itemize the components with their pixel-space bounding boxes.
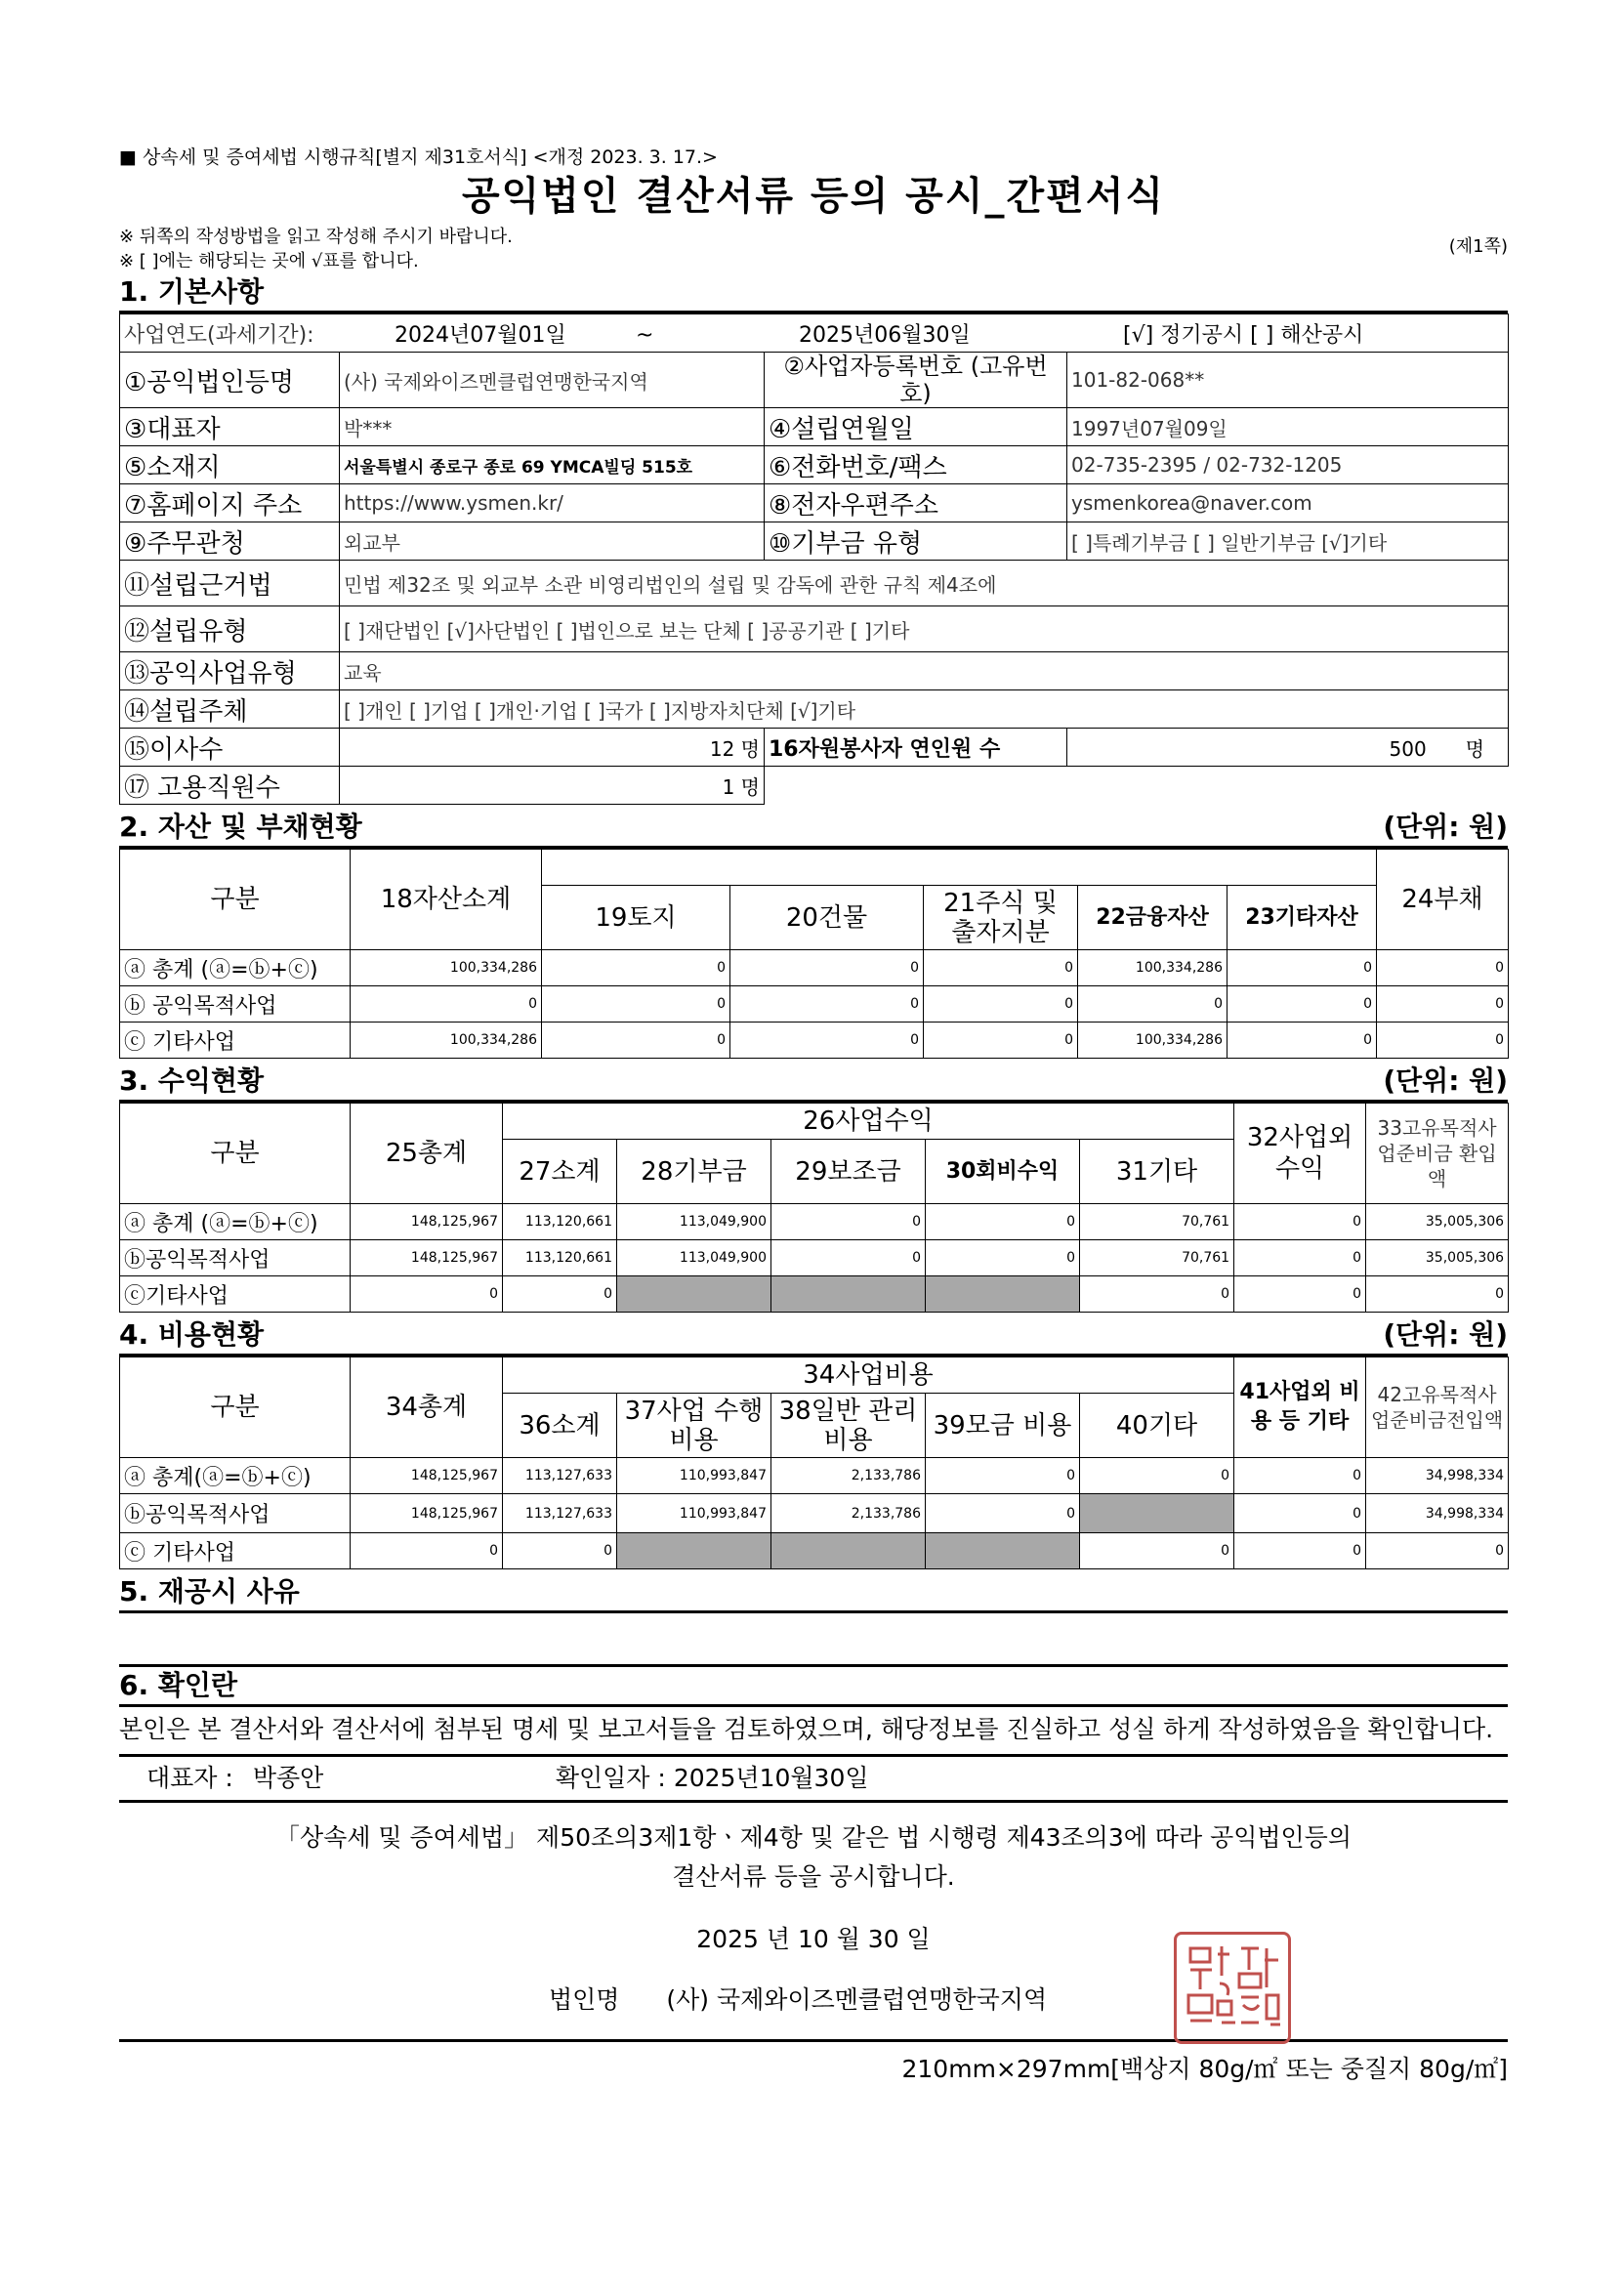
table-cell: 0 xyxy=(1080,1458,1234,1494)
assets-table xyxy=(119,849,1509,1059)
table-cell: 70,761 xyxy=(1080,1204,1234,1240)
field-label: ⑫설립유형 xyxy=(120,606,340,652)
table-cell: 148,125,967 xyxy=(351,1458,503,1494)
header-cell: 39모금 비용 xyxy=(926,1394,1080,1458)
section-title-text: 4. 비용현황 xyxy=(119,1318,265,1351)
table-cell: 0 xyxy=(1080,1533,1234,1569)
field-value: 1997년07월09일 xyxy=(1067,408,1509,446)
table-cell: 148,125,967 xyxy=(351,1494,503,1533)
row-label: ⓒ기타사업 xyxy=(120,1276,351,1313)
header-cell: 23기타자산 xyxy=(1228,886,1377,950)
header-cell: 19토지 xyxy=(542,886,730,950)
header-cell: 22금융자산 xyxy=(1078,886,1228,950)
field-value: 민법 제32조 및 외교부 소관 비영리법인의 설립 및 감독에 관한 규칙 제4조에 xyxy=(340,561,1509,606)
row-label: ⓐ 총계(ⓐ=ⓑ+ⓒ) xyxy=(120,1458,351,1494)
table-row xyxy=(120,1204,1509,1240)
corp-line xyxy=(119,1981,1508,2016)
table-cell: 0 xyxy=(1234,1533,1366,1569)
table-row xyxy=(120,1276,1509,1313)
section-2-title xyxy=(119,809,1508,849)
table-cell: 2,133,786 xyxy=(771,1494,926,1533)
table-row xyxy=(120,986,1509,1023)
table-cell-blocked xyxy=(617,1276,771,1313)
field-value: 101-82-068** xyxy=(1067,353,1509,408)
section-5-title xyxy=(119,1573,1508,1610)
table-cell: 35,005,306 xyxy=(1366,1240,1509,1276)
table-cell: 0 xyxy=(1234,1276,1366,1313)
paper-spec: 210mm×297mm[백상지 80g/㎡ 또는 중질지 80g/㎡] xyxy=(119,2039,1508,2085)
field-label: ⑨주무관청 xyxy=(120,522,340,561)
field-label: ⑰ 고용직원수 xyxy=(120,767,340,805)
law-text-line: 결산서류 등을 공시합니다. xyxy=(672,1862,955,1891)
header-cell: 구분 xyxy=(120,850,351,950)
header-cell: 29보조금 xyxy=(771,1140,926,1204)
table-row xyxy=(120,1023,1509,1059)
info-row xyxy=(120,561,1509,606)
field-value: [ ]특례기부금 [ ] 일반기부금 [√]기타 xyxy=(1067,522,1509,561)
confirmation-text: 본인은 본 결산서와 결산서에 첨부된 명세 및 보고서들을 검토하였으며, 해당정보를 진실하고 성실 하게 작성하였음을 확인합니다. xyxy=(119,1715,1494,1743)
header-cell: 34사업비용 xyxy=(503,1357,1234,1394)
table-cell: 113,120,661 xyxy=(503,1204,617,1240)
field-label: ④설립연월일 xyxy=(765,408,1067,446)
corp-name: (사) 국제와이즈멘클럽연맹한국지역 xyxy=(666,1985,1048,2014)
table-cell: 113,049,900 xyxy=(617,1240,771,1276)
table-cell: 0 xyxy=(1377,1023,1509,1059)
table-cell: 0 xyxy=(1078,986,1228,1023)
table-cell: 100,334,286 xyxy=(351,950,542,986)
info-row xyxy=(120,767,1509,805)
table-cell: 0 xyxy=(1228,1023,1377,1059)
header-cell: 27소계 xyxy=(503,1140,617,1204)
header-cell: 41사업외 비용 등 기타 xyxy=(1234,1357,1366,1458)
note-1: ※ 뒤쪽의 작성방법을 읽고 작성해 주시기 바랍니다. xyxy=(119,227,513,247)
info-row xyxy=(120,522,1509,561)
field-label: ⑥전화번호/팩스 xyxy=(765,446,1067,484)
table-cell: 34,998,334 xyxy=(1366,1458,1509,1494)
info-row xyxy=(120,446,1509,484)
header-row xyxy=(120,850,1509,886)
table-cell: 113,127,633 xyxy=(503,1494,617,1533)
table-cell: 34,998,334 xyxy=(1366,1494,1509,1533)
unit-label: 명 xyxy=(1465,736,1485,761)
row-label: ⓑ 공익목적사업 xyxy=(120,986,351,1023)
field-label: 16자원봉사자 연인원 수 xyxy=(765,729,1067,767)
section-6-title xyxy=(119,1664,1508,1707)
page-number: (제1쪽) xyxy=(1448,236,1508,257)
period-label: 사업연도(과세기간): xyxy=(124,322,314,348)
header-cell: 26사업수익 xyxy=(503,1104,1234,1140)
row-label: ⓑ공익목적사업 xyxy=(120,1494,351,1533)
info-row xyxy=(120,408,1509,446)
table-cell: 100,334,286 xyxy=(351,1023,542,1059)
section-4-title xyxy=(119,1316,1508,1357)
table-cell: 0 xyxy=(924,986,1078,1023)
header-cell: 42고유목적사업준비금전입액 xyxy=(1366,1357,1509,1458)
table-cell-blocked xyxy=(771,1276,926,1313)
signature-row xyxy=(119,1754,1508,1803)
header-spacer xyxy=(542,850,1377,886)
info-row xyxy=(120,353,1509,408)
row-label: ⓐ 총계 (ⓐ=ⓑ+ⓒ) xyxy=(120,950,351,986)
table-row xyxy=(120,950,1509,986)
field-value: 교육 xyxy=(340,652,1509,690)
table-row xyxy=(120,1240,1509,1276)
header-row xyxy=(120,1104,1509,1140)
disclosure-form xyxy=(119,145,1508,2085)
table-cell: 100,334,286 xyxy=(1078,950,1228,986)
rep-label: 대표자 : xyxy=(146,1764,233,1792)
expense-table xyxy=(119,1357,1509,1569)
field-value: 박*** xyxy=(340,408,765,446)
header-cell: 33고유목적사업준비금 환입액 xyxy=(1366,1104,1509,1204)
field-value: [ ]개인 [ ]기업 [ ]개인·기업 [ ]국가 [ ]지방자치단체 [√]기타 xyxy=(340,690,1509,729)
info-row xyxy=(120,606,1509,652)
confirm-date: 2025년10월30일 xyxy=(673,1764,869,1792)
table-cell: 0 xyxy=(542,986,730,1023)
confirm-date-label: 확인일자 : xyxy=(555,1764,666,1792)
header-cell: 21주식 및 출자지분 xyxy=(924,886,1078,950)
info-row xyxy=(120,652,1509,690)
header-cell: 36소계 xyxy=(503,1394,617,1458)
section-title-text: 1. 기본사항 xyxy=(119,275,265,308)
table-cell: 0 xyxy=(924,950,1078,986)
table-row xyxy=(120,1458,1509,1494)
table-cell: 148,125,967 xyxy=(351,1204,503,1240)
period-start: 2024년07월01일 xyxy=(395,322,566,348)
basic-info-table xyxy=(119,313,1509,805)
table-cell: 0 xyxy=(730,1023,924,1059)
section-title-text: 5. 재공시 사유 xyxy=(119,1575,300,1607)
table-cell: 0 xyxy=(730,986,924,1023)
table-cell: 0 xyxy=(1234,1494,1366,1533)
form-notes xyxy=(119,225,1508,273)
table-cell: 110,993,847 xyxy=(617,1494,771,1533)
section-3-title xyxy=(119,1063,1508,1103)
form-title: 공익법인 결산서류 등의 공시_간편서식 xyxy=(461,174,1166,219)
table-cell: 0 xyxy=(1234,1204,1366,1240)
header-cell: 31기타 xyxy=(1080,1140,1234,1204)
table-cell: 0 xyxy=(503,1276,617,1313)
table-cell: 0 xyxy=(351,1276,503,1313)
field-value xyxy=(340,767,765,805)
note-2: ※ [ ]에는 해당되는 곳에 √표를 합니다. xyxy=(119,251,419,271)
table-cell: 0 xyxy=(926,1458,1080,1494)
table-cell: 0 xyxy=(1366,1276,1509,1313)
refile-reason-box xyxy=(119,1610,1508,1660)
board-count: 12 xyxy=(709,736,735,761)
table-cell: 2,133,786 xyxy=(771,1458,926,1494)
section-1-title xyxy=(119,273,1508,313)
table-cell-blocked xyxy=(926,1533,1080,1569)
header-cell: 28기부금 xyxy=(617,1140,771,1204)
volunteer-count: 500 xyxy=(1389,736,1427,761)
table-cell-blocked xyxy=(771,1533,926,1569)
table-cell: 0 xyxy=(926,1240,1080,1276)
table-cell: 0 xyxy=(1234,1240,1366,1276)
table-cell: 0 xyxy=(771,1204,926,1240)
corp-label: 법인명 xyxy=(549,1985,620,2014)
field-value: 외교부 xyxy=(340,522,765,561)
header-cell: 구분 xyxy=(120,1104,351,1204)
header-cell: 25총계 xyxy=(351,1104,503,1204)
header-cell: 24부채 xyxy=(1377,850,1509,950)
field-label: ⑭설립주체 xyxy=(120,690,340,729)
info-row xyxy=(120,690,1509,729)
table-cell: 0 xyxy=(351,1533,503,1569)
table-cell: 0 xyxy=(730,950,924,986)
table-cell: 35,005,306 xyxy=(1366,1204,1509,1240)
table-cell: 0 xyxy=(1234,1458,1366,1494)
table-cell: 113,120,661 xyxy=(503,1240,617,1276)
field-value: 02-735-2395 / 02-732-1205 xyxy=(1067,446,1509,484)
corporate-seal xyxy=(1174,1932,1291,2044)
seal-glyphs xyxy=(1183,1941,1284,2038)
table-cell-blocked xyxy=(1080,1494,1234,1533)
table-cell: 0 xyxy=(1366,1533,1509,1569)
table-cell: 0 xyxy=(926,1494,1080,1533)
field-label: ⑦홈페이지 주소 xyxy=(120,484,340,522)
unit-label: 명 xyxy=(740,736,760,761)
field-label: ⑤소재지 xyxy=(120,446,340,484)
rep-name: 박종안 xyxy=(252,1764,324,1792)
table-cell: 0 xyxy=(924,1023,1078,1059)
field-value xyxy=(340,729,765,767)
field-value: 서울특별시 종로구 종로 69 YMCA빌딩 515호 xyxy=(340,446,765,484)
field-label: ②사업자등록번호 (고유번호) xyxy=(765,353,1067,408)
period-row xyxy=(120,314,1509,353)
table-cell: 0 xyxy=(503,1533,617,1569)
info-row xyxy=(120,729,1509,767)
header-cell: 32사업외 수익 xyxy=(1234,1104,1366,1204)
table-cell: 100,334,286 xyxy=(1078,1023,1228,1059)
table-cell: 0 xyxy=(542,950,730,986)
table-cell: 0 xyxy=(1228,986,1377,1023)
field-label: ⑩기부금 유형 xyxy=(765,522,1067,561)
table-cell: 0 xyxy=(926,1204,1080,1240)
header-cell: 38일반 관리비용 xyxy=(771,1394,926,1458)
table-cell: 0 xyxy=(1377,950,1509,986)
staff-count: 1 xyxy=(722,774,735,799)
row-label: ⓑ공익목적사업 xyxy=(120,1240,351,1276)
field-label: ⑬공익사업유형 xyxy=(120,652,340,690)
row-label: ⓐ 총계 (ⓐ=ⓑ+ⓒ) xyxy=(120,1204,351,1240)
table-cell: 0 xyxy=(542,1023,730,1059)
header-cell: 18자산소계 xyxy=(351,850,542,950)
header-cell: 34총계 xyxy=(351,1357,503,1458)
law-text-line: 「상속세 및 증여세법」 제50조의3제1항ㆍ제4항 및 같은 법 시행령 제43조의3에 따라 공익법인등의 xyxy=(275,1823,1352,1852)
header-cell: 40기타 xyxy=(1080,1394,1234,1458)
field-label: ⑪설립근거법 xyxy=(120,561,340,606)
law-statement xyxy=(119,1818,1508,1897)
table-cell: 113,127,633 xyxy=(503,1458,617,1494)
table-cell: 148,125,967 xyxy=(351,1240,503,1276)
revenue-table xyxy=(119,1103,1509,1313)
field-label: ①공익법인등명 xyxy=(120,353,340,408)
table-cell: 70,761 xyxy=(1080,1240,1234,1276)
table-row xyxy=(120,1533,1509,1569)
header-cell: 구분 xyxy=(120,1357,351,1458)
table-cell-blocked xyxy=(617,1533,771,1569)
section-title-text: 6. 확인란 xyxy=(119,1669,238,1701)
assets-body xyxy=(120,950,1509,1059)
revenue-body xyxy=(120,1204,1509,1313)
header-cell: 20건물 xyxy=(730,886,924,950)
table-cell: 113,049,900 xyxy=(617,1204,771,1240)
field-value: https://www.ysmen.kr/ xyxy=(340,484,765,522)
unit-note: (단위: 원) xyxy=(1383,811,1508,843)
field-value xyxy=(1067,729,1509,767)
table-cell: 0 xyxy=(771,1240,926,1276)
info-row xyxy=(120,484,1509,522)
field-label: ⑮이사수 xyxy=(120,729,340,767)
field-value: ysmenkorea@naver.com xyxy=(1067,484,1509,522)
section-title-text: 3. 수익현황 xyxy=(119,1065,265,1097)
table-cell: 0 xyxy=(1228,950,1377,986)
section-title-text: 2. 자산 및 부채현황 xyxy=(119,811,362,843)
table-cell: 110,993,847 xyxy=(617,1458,771,1494)
unit-label: 명 xyxy=(740,774,760,799)
unit-note: (단위: 원) xyxy=(1383,1318,1508,1351)
field-value: (사) 국제와이즈멘클럽연맹한국지역 xyxy=(340,353,765,408)
table-cell: 0 xyxy=(1377,986,1509,1023)
sign-date: 2025 년 10 월 30 일 xyxy=(696,1925,931,1953)
field-label: ⑧전자우편주소 xyxy=(765,484,1067,522)
table-cell: 0 xyxy=(1080,1276,1234,1313)
field-label: ③대표자 xyxy=(120,408,340,446)
header-cell: 37사업 수행비용 xyxy=(617,1394,771,1458)
period-end: 2025년06월30일 xyxy=(799,322,971,348)
expense-body xyxy=(120,1458,1509,1569)
header-row xyxy=(120,1357,1509,1394)
field-value: [ ]재단법인 [√]사단법인 [ ]법인으로 보는 단체 [ ]공공기관 [ ]기타 xyxy=(340,606,1509,652)
disclosure-type: [√] 정기공시 [ ] 해산공시 xyxy=(1123,322,1364,348)
period-tilde: ~ xyxy=(636,322,654,348)
header-cell: 30회비수익 xyxy=(926,1140,1080,1204)
row-label: ⓒ 기타사업 xyxy=(120,1023,351,1059)
table-cell-blocked xyxy=(926,1276,1080,1313)
table-row xyxy=(120,1494,1509,1533)
legal-basis: ■ 상속세 및 증여세법 시행규칙[별지 제31호서식] <개정 2023. 3. 17.> xyxy=(119,146,718,168)
unit-note: (단위: 원) xyxy=(1383,1065,1508,1097)
row-label: ⓒ 기타사업 xyxy=(120,1533,351,1569)
table-cell: 0 xyxy=(351,986,542,1023)
